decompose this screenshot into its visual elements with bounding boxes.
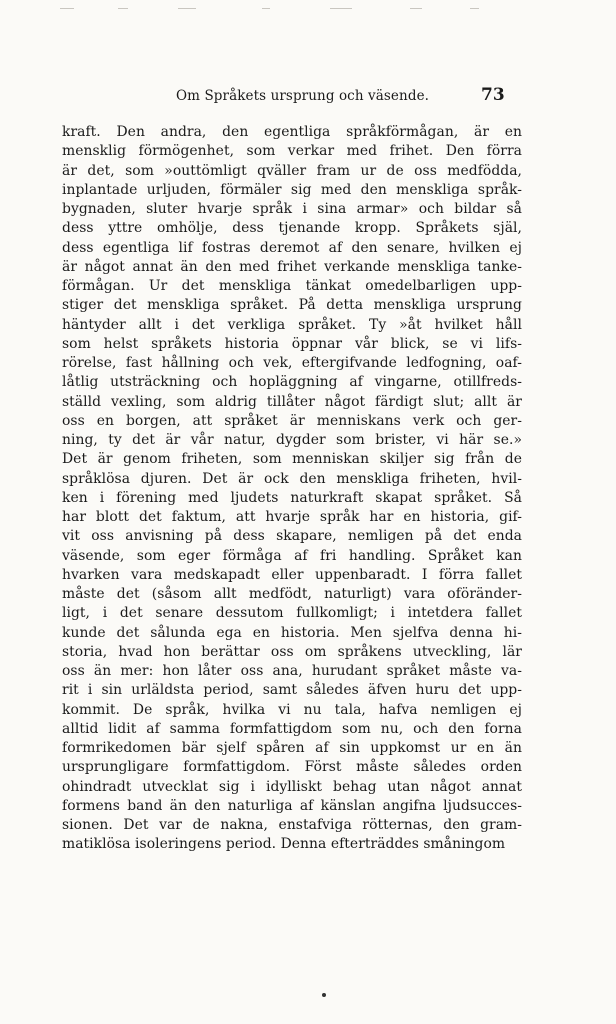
text-line: väsende, som eger förmåga af fri handling. Språket kan [62,547,522,564]
text-line: matiklösa isoleringens period. Denna efterträddes småningom [62,836,506,853]
bottom-dot-mark [322,993,326,997]
text-line: dess yttre omhölje, dess tjenande kropp. Språkets själ, [62,220,522,237]
page-number: 73 [481,85,505,105]
text-line: hvarken vara medskapadt eller uppenbaradt. I förra fallet [62,566,522,583]
text-line: formens band än den naturliga af känslan angifna ljudsucces- [62,797,522,814]
text-line: kommit. De språk, hvilka vi nu tala, hafva nemligen ej [62,701,522,718]
text-line: ohindradt utvecklat sig i idylliskt behag utan något annat [62,778,522,795]
text-line: rit i sin urläldsta period, samt således äfven huru det upp- [62,682,522,699]
text-line: språklösa djuren. Det är ock den menskliga friheten, hvil- [62,470,522,487]
text-line: ken i förening med ljudets naturkraft skapat språket. Så [62,489,522,506]
body-text [62,123,522,855]
text-line: är något annat än den med frihet verkande menskliga tanke- [62,258,522,275]
text-line: ursprungligare formfattigdom. Först måste således orden [62,759,522,776]
text-line: Det är genom friheten, som menniskan skiljer sig från de [62,451,522,468]
text-line: häntyder allt i det verkliga språket. Ty »åt hvilket håll [62,316,522,333]
text-line: dess egentliga lif fostras deremot af den senare, hvilken ej [62,239,522,256]
text-line: är det, som »outtömligt qväller fram ur de oss medfödda, [62,162,522,179]
text-line: inplantade urljuden, förmäler sig med den menskliga språk- [62,181,522,198]
page-edge-specks [0,4,616,12]
header-title: Om Språkets ursprung och väsende. [176,88,430,104]
text-line: mensklig förmögenhet, som verkar med frihet. Den förra [62,143,522,160]
text-line: oss en borgen, att språket är menniskans verk och ger- [62,412,522,429]
text-line: ligt, i det senare dessutom fullkomligt; i intetdera fallet [62,605,522,622]
text-line: sionen. Det var de nakna, enstafviga rötternas, den gram- [62,817,522,833]
text-line: kraft. Den andra, den egentliga språkförmågan, är en [62,124,522,140]
text-line: vit oss anvisning på dess skapare, nemligen på det enda [62,528,522,545]
text-line: oss än mer: hon låter oss ana, hurudant språket måste va- [62,663,522,679]
text-line: som helst språkets historia öppnar vår blick, se vi lifs- [62,335,522,352]
text-line: kunde det sålunda ega en historia. Men sjelfva denna hi- [62,624,522,641]
text-line: ställd vexling, som aldrig tillåter något färdigt slut; allt är [62,393,522,410]
text-line: bygnaden, sluter hvarje språk i sina armar» och bildar så [62,201,522,217]
text-line: förmågan. Ur det menskliga tänkat omedelbarligen upp- [62,278,522,294]
text-line: låtlig utsträckning och hopläggning af vingarne, otillfreds- [62,374,522,391]
text-line: ning, ty det är vår natur, dygder som brister, vi här se.» [62,432,522,448]
text-line: alltid lidit af samma formfattigdom som nu, och den forna [62,720,522,737]
text-line: storia, hvad hon berättar oss om språkens utveckling, lär [62,643,522,660]
text-line: stiger det menskliga språket. På detta menskliga ursprung [62,297,522,314]
running-header [0,85,616,110]
text-line: formrikedomen bär sjelf spåren af sin uppkomst ur en än [62,740,522,756]
text-line: rörelse, fast hållning och vek, eftergifvande ledfogning, oaf- [62,355,522,371]
text-line: måste det (såsom allt medfödt, naturligt) vara oföränder- [62,586,522,602]
text-line: har blott det faktum, att hvarje språk har en historia, gif- [62,509,522,525]
